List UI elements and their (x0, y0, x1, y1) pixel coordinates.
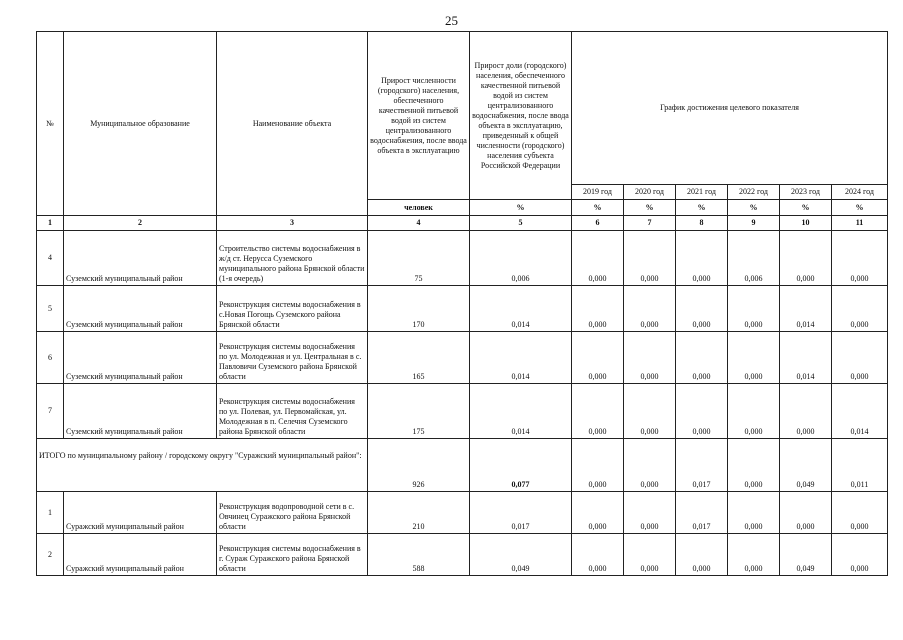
object-cell: Реконструкция системы водоснабжения по ул. Молодежная и ул. Центральная в с. Павловичи Суземского района Брянской области (217, 332, 368, 384)
column-index: 7 (624, 216, 676, 231)
total-year-cell: 0,049 (780, 439, 832, 492)
column-index: 10 (780, 216, 832, 231)
row-number: 5 (37, 286, 64, 332)
year-cell: 0,000 (624, 534, 676, 576)
year-cell: 0,000 (832, 231, 888, 286)
object-cell: Реконструкция системы водоснабжения в г. Сураж Суражского района Брянской области (217, 534, 368, 576)
target-indicator-table (36, 31, 888, 576)
column-index: 1 (37, 216, 64, 231)
year-cell: 0,000 (624, 384, 676, 439)
year-cell: 0,000 (832, 286, 888, 332)
year-cell: 0,014 (832, 384, 888, 439)
people-cell: 165 (368, 332, 470, 384)
year-cell: 0,000 (780, 384, 832, 439)
column-index: 6 (572, 216, 624, 231)
people-cell: 210 (368, 492, 470, 534)
unit-percent: % (676, 200, 728, 216)
object-cell: Реконструкция системы водоснабжения по ул. Полевая, ул. Первомайская, ул. Молодежная в п. Селечня Суземского района Брянской области (217, 384, 368, 439)
column-index: 5 (470, 216, 572, 231)
year-cell: 0,000 (676, 286, 728, 332)
share-cell: 0,017 (470, 492, 572, 534)
year-cell: 0,000 (572, 534, 624, 576)
total-year-cell: 0,017 (676, 439, 728, 492)
year-cell: 0,000 (728, 384, 780, 439)
total-row (37, 439, 888, 492)
unit-percent: % (470, 200, 572, 216)
row-number: 2 (37, 534, 64, 576)
year-cell: 0,000 (572, 286, 624, 332)
year-cell: 0,000 (832, 492, 888, 534)
unit-people: человек (368, 200, 470, 216)
column-index: 9 (728, 216, 780, 231)
table-row (37, 384, 888, 439)
year-cell: 0,000 (780, 231, 832, 286)
year-cell: 0,006 (728, 231, 780, 286)
header-year-2023: 2023 год (780, 185, 832, 200)
header-year-2022: 2022 год (728, 185, 780, 200)
year-cell: 0,014 (780, 332, 832, 384)
header-growth-share: Прирост доли (городского) населения, обеспеченного качественной питьевой водой из систем централизованного водоснабжения, после ввода объекта в эксплуатацию, приведенный к общей численности (городского) населения субъекта Российской Федерации (470, 32, 572, 200)
column-index: 2 (64, 216, 217, 231)
year-cell: 0,000 (676, 534, 728, 576)
total-label: ИТОГО по муниципальному району / городскому округу "Суражский муниципальный район": (37, 439, 368, 492)
year-cell: 0,000 (728, 332, 780, 384)
year-cell: 0,000 (676, 332, 728, 384)
object-cell: Реконструкция системы водоснабжения в с.Новая Погощь Суземского района Брянской области (217, 286, 368, 332)
object-cell: Строительство системы водоснабжения в ж/д ст. Нерусса Суземского муниципального района Брянской области (1-я очередь) (217, 231, 368, 286)
row-number: 6 (37, 332, 64, 384)
unit-percent: % (728, 200, 780, 216)
municipality-cell: Суземский муниципальный район (64, 332, 217, 384)
row-number: 4 (37, 231, 64, 286)
year-cell: 0,000 (624, 231, 676, 286)
unit-percent: % (780, 200, 832, 216)
year-cell: 0,017 (676, 492, 728, 534)
total-share: 0,077 (470, 439, 572, 492)
people-cell: 588 (368, 534, 470, 576)
people-cell: 170 (368, 286, 470, 332)
column-index: 3 (217, 216, 368, 231)
table-row (37, 286, 888, 332)
table-row (37, 231, 888, 286)
year-cell: 0,000 (676, 231, 728, 286)
year-cell: 0,000 (728, 534, 780, 576)
total-year-cell: 0,000 (572, 439, 624, 492)
share-cell: 0,006 (470, 231, 572, 286)
year-cell: 0,000 (572, 384, 624, 439)
header-year-2020: 2020 год (624, 185, 676, 200)
year-cell: 0,000 (728, 286, 780, 332)
municipality-cell: Суземский муниципальный район (64, 286, 217, 332)
header-no: № (37, 32, 64, 216)
header-growth-population: Прирост численности (городского) населения, обеспеченного качественной питьевой водой из систем централизованного водоснабжения, после ввода объекта в эксплуатацию (368, 32, 470, 200)
table-row (37, 332, 888, 384)
header-municipality: Муниципальное образование (64, 32, 217, 216)
header-schedule: График достижения целевого показателя (572, 32, 888, 185)
year-cell: 0,000 (832, 534, 888, 576)
year-cell: 0,000 (624, 332, 676, 384)
column-index: 4 (368, 216, 470, 231)
header-year-2019: 2019 год (572, 185, 624, 200)
row-number: 1 (37, 492, 64, 534)
year-cell: 0,000 (572, 231, 624, 286)
unit-percent: % (572, 200, 624, 216)
total-people: 926 (368, 439, 470, 492)
municipality-cell: Суражский муниципальный район (64, 492, 217, 534)
year-cell: 0,000 (572, 332, 624, 384)
year-cell: 0,000 (572, 492, 624, 534)
year-cell: 0,000 (780, 492, 832, 534)
table-row (37, 492, 888, 534)
people-cell: 75 (368, 231, 470, 286)
object-cell: Реконструкция водопроводной сети в с. Овчинец Суражского района Брянской области (217, 492, 368, 534)
year-cell: 0,000 (624, 492, 676, 534)
total-year-cell: 0,011 (832, 439, 888, 492)
year-cell: 0,000 (676, 384, 728, 439)
row-number: 7 (37, 384, 64, 439)
column-index-row (37, 216, 888, 231)
unit-percent: % (624, 200, 676, 216)
table-row (37, 534, 888, 576)
municipality-cell: Суземский муниципальный район (64, 384, 217, 439)
share-cell: 0,014 (470, 332, 572, 384)
year-cell: 0,000 (832, 332, 888, 384)
municipality-cell: Суражский муниципальный район (64, 534, 217, 576)
share-cell: 0,014 (470, 384, 572, 439)
year-cell: 0,014 (780, 286, 832, 332)
header-year-2024: 2024 год (832, 185, 888, 200)
unit-percent: % (832, 200, 888, 216)
people-cell: 175 (368, 384, 470, 439)
header-object: Наименование объекта (217, 32, 368, 216)
total-year-cell: 0,000 (624, 439, 676, 492)
column-index: 11 (832, 216, 888, 231)
share-cell: 0,049 (470, 534, 572, 576)
page-number: 25 (445, 13, 458, 28)
header-year-2021: 2021 год (676, 185, 728, 200)
share-cell: 0,014 (470, 286, 572, 332)
year-cell: 0,049 (780, 534, 832, 576)
municipality-cell: Суземский муниципальный район (64, 231, 217, 286)
year-cell: 0,000 (624, 286, 676, 332)
column-index: 8 (676, 216, 728, 231)
year-cell: 0,000 (728, 492, 780, 534)
total-year-cell: 0,000 (728, 439, 780, 492)
